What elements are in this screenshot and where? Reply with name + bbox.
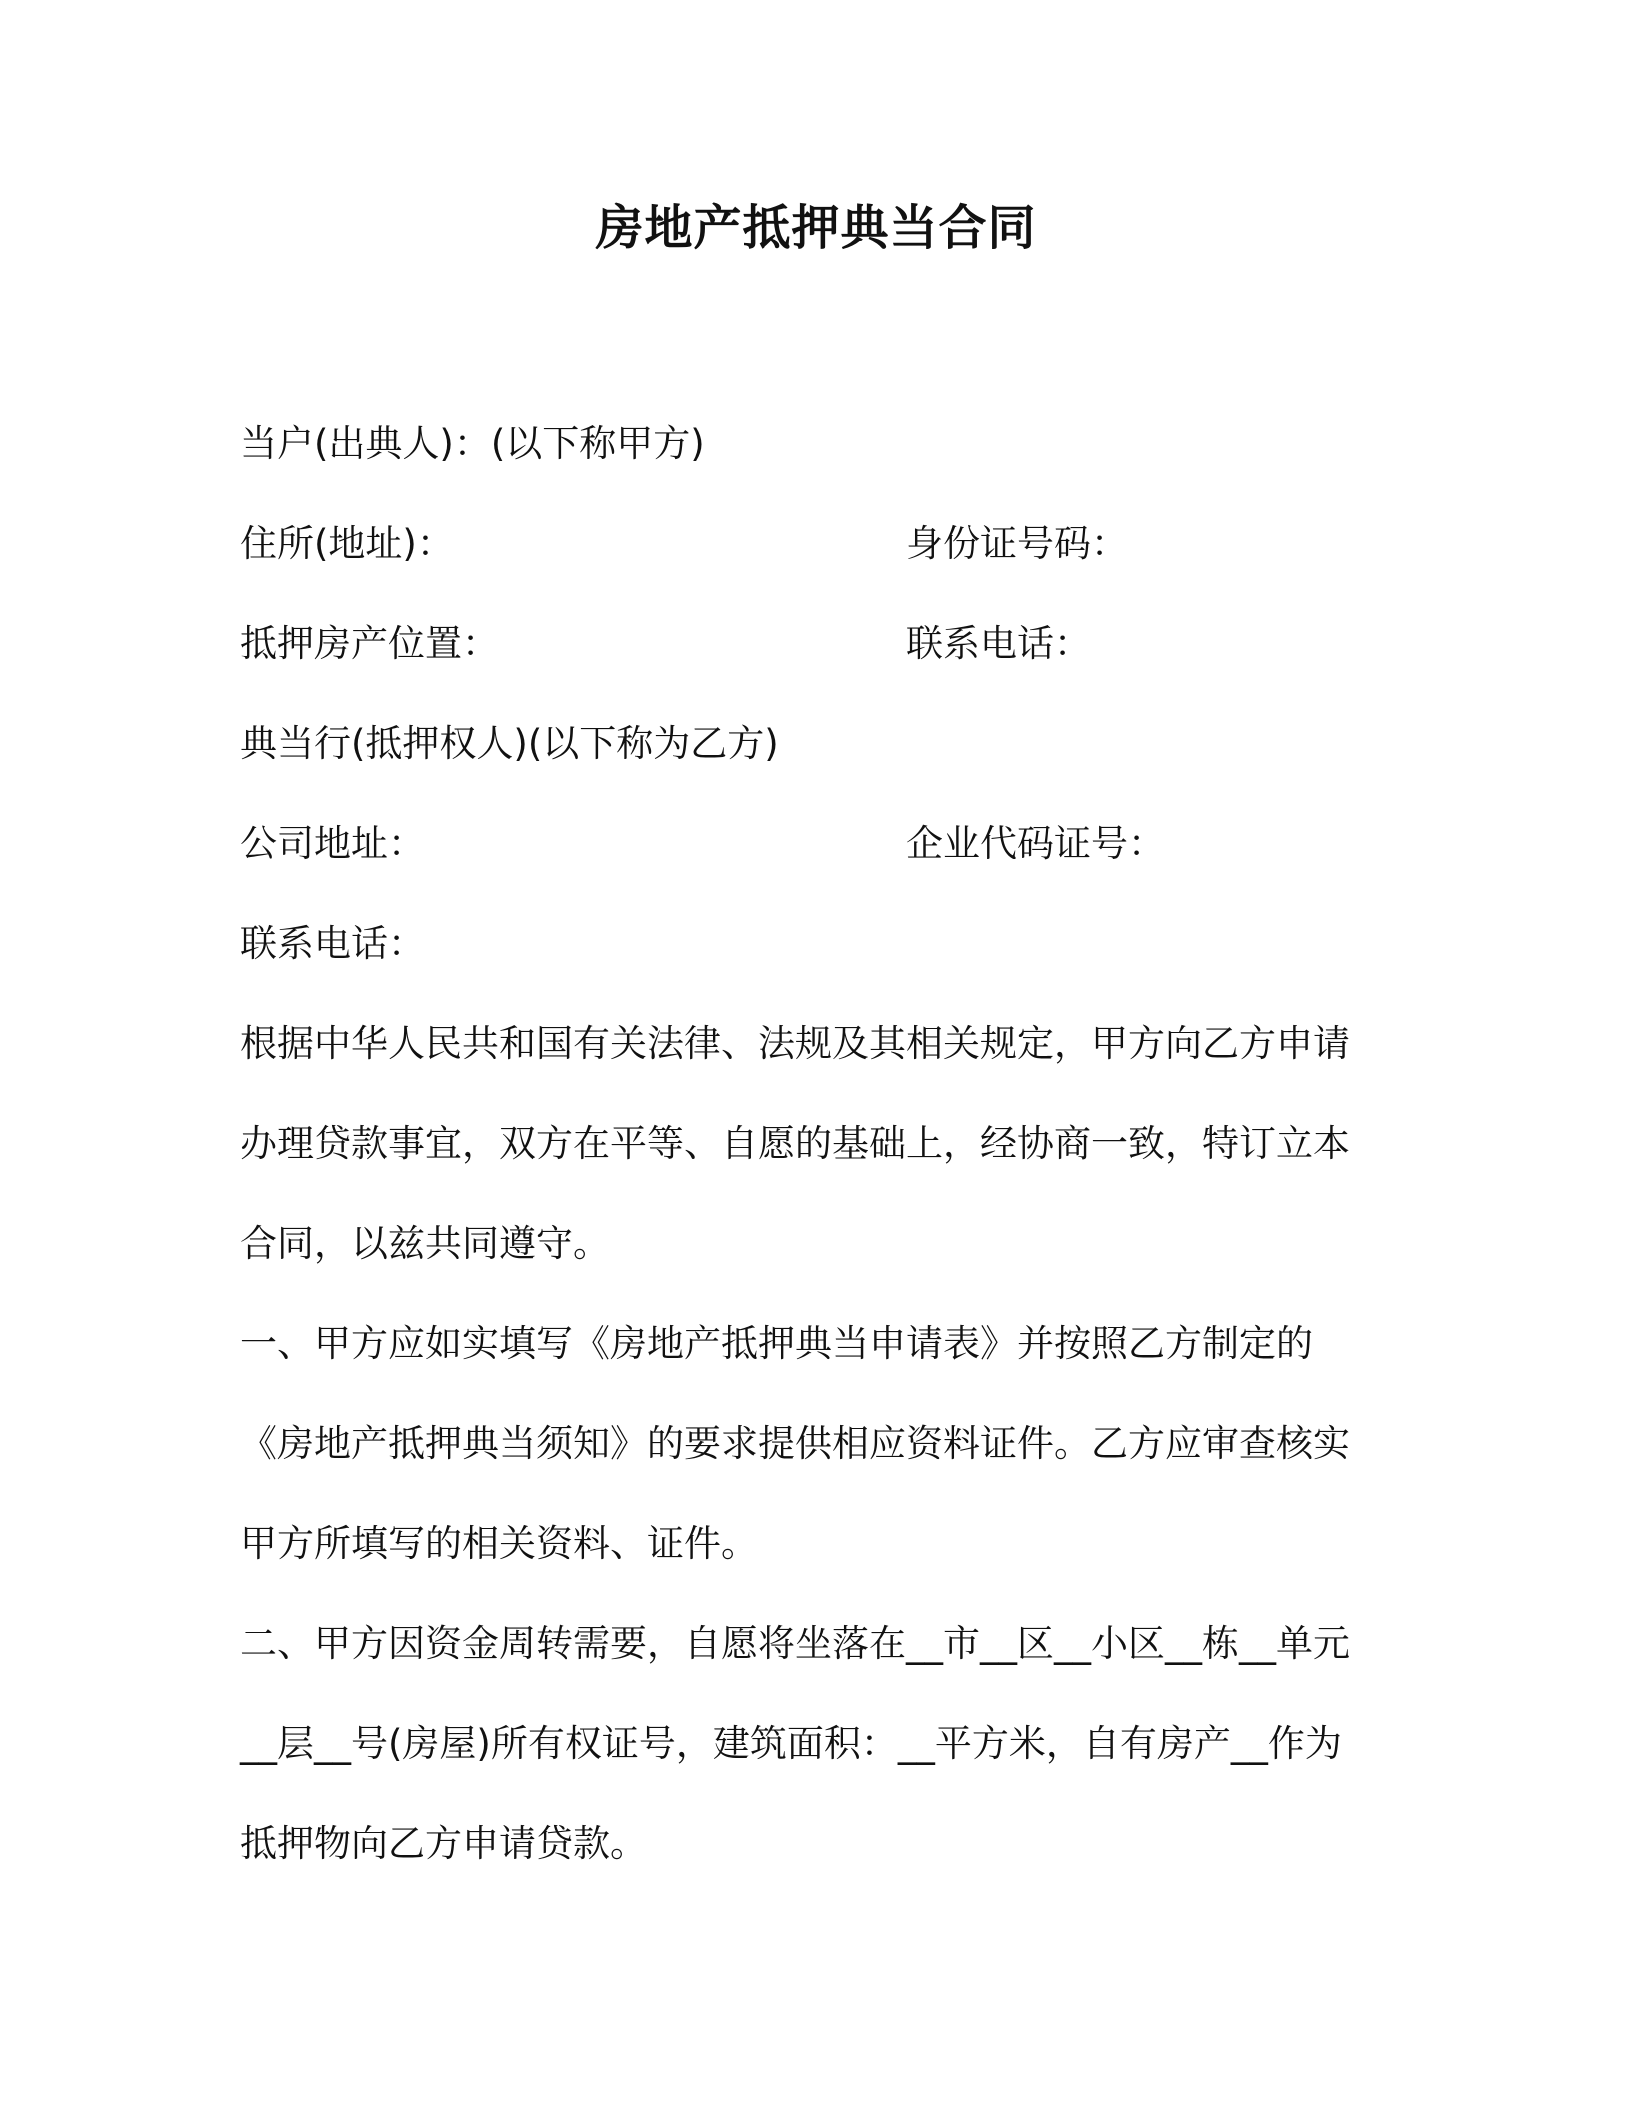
residence-field: 住所(地址)： bbox=[240, 522, 454, 565]
clause-two-line: __层__号(房屋)所有权证号，建筑面积：__平方米，自有房产__作为 bbox=[240, 1722, 1342, 1765]
clause-two-line: 二、甲方因资金周转需要，自愿将坐落在__市__区__小区__栋__单元 bbox=[240, 1622, 1350, 1665]
clause-one-line: 一、甲方应如实填写《房地产抵押典当申请表》并按照乙方制定的 bbox=[240, 1322, 1313, 1365]
pawnshop-field: 典当行(抵押权人)(以下称为乙方) bbox=[240, 722, 779, 765]
enterprise-code-field: 企业代码证号： bbox=[906, 822, 1165, 865]
clause-one-line: 甲方所填写的相关资料、证件。 bbox=[240, 1522, 758, 1565]
id-number-field: 身份证号码： bbox=[906, 522, 1128, 565]
property-location-field: 抵押房产位置： bbox=[240, 622, 499, 665]
body-line: 根据中华人民共和国有关法律、法规及其相关规定，甲方向乙方申请 bbox=[240, 1022, 1350, 1065]
phone-field-a: 联系电话： bbox=[906, 622, 1091, 665]
clause-two-line: 抵押物向乙方申请贷款。 bbox=[240, 1822, 647, 1865]
document-title: 房地产抵押典当合同 bbox=[595, 200, 1037, 256]
clause-one-line: 《房地产抵押典当须知》的要求提供相应资料证件。乙方应审查核实 bbox=[240, 1422, 1350, 1465]
company-address-field: 公司地址： bbox=[240, 822, 425, 865]
body-line: 合同，以兹共同遵守。 bbox=[240, 1222, 610, 1265]
phone-field-b: 联系电话： bbox=[240, 922, 425, 965]
body-line: 办理贷款事宜，双方在平等、自愿的基础上，经协商一致，特订立本 bbox=[240, 1122, 1350, 1165]
pawner-field: 当户(出典人)：(以下称甲方) bbox=[240, 422, 705, 465]
